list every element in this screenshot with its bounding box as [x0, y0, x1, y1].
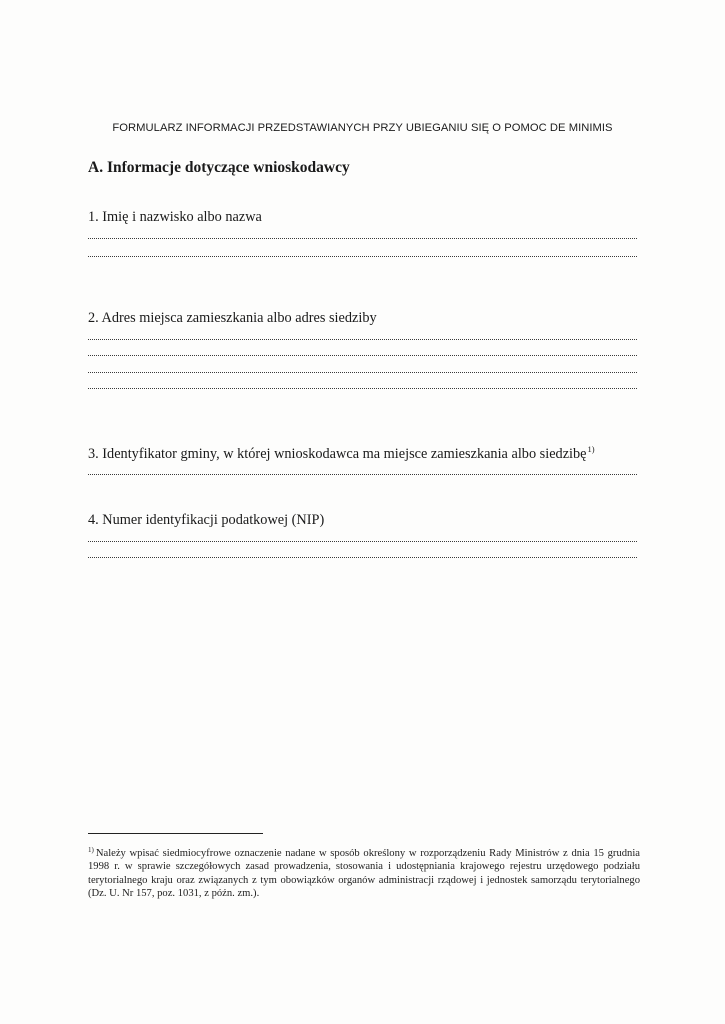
- section-a-heading: A. Informacje dotyczące wnioskodawcy: [88, 159, 350, 176]
- field-nip-label: 4. Numer identyfikacji podatkowej (NIP): [88, 512, 325, 528]
- field-municipality-input-line[interactable]: [88, 474, 637, 475]
- footnote-text: Należy wpisać siedmiocyfrowe oznaczenie nadane w sposób określony w rozporządzeniu Rady Ministrów z dnia 15 grudnia 1998 r. w sprawie szczegółowych zasad prowadzenia, stosowania i udostępniania krajowego rejestru urzędowego podziału terytorialnego kraju oraz związanych z tym obowiązków organów administracji rządowej i jednostek samorządu terytorialnego (Dz. U. Nr 157, poz. 1031, z późn. zm.).: [88, 848, 640, 900]
- form-title: FORMULARZ INFORMACJI PRZEDSTAWIANYCH PRZY UBIEGANIU SIĘ O POMOC DE MINIMIS: [112, 122, 613, 134]
- footnote-marker: 1): [88, 846, 94, 854]
- field-name-input-line-1[interactable]: [88, 238, 637, 239]
- field-address-label: 2. Adres miejsca zamieszkania albo adres siedziby: [88, 310, 377, 326]
- field-address-input-line-1[interactable]: [88, 339, 637, 340]
- footnote-ref-marker: 1): [587, 444, 595, 454]
- field-municipality-label: [88, 444, 595, 463]
- field-address-input-line-2[interactable]: [88, 355, 637, 356]
- field-municipality-label-text: 3. Identyfikator gminy, w której wnioskodawca ma miejsce zamieszkania albo siedzibę: [88, 446, 587, 462]
- field-address-input-line-4[interactable]: [88, 388, 637, 389]
- footnote: [88, 844, 640, 901]
- field-nip-input-line-2[interactable]: [88, 557, 637, 558]
- footnote-separator: [88, 833, 263, 834]
- field-nip-input-line-1[interactable]: [88, 541, 637, 542]
- field-name-label: 1. Imię i nazwisko albo nazwa: [88, 209, 262, 225]
- field-address-input-line-3[interactable]: [88, 372, 637, 373]
- field-name-input-line-2[interactable]: [88, 256, 637, 257]
